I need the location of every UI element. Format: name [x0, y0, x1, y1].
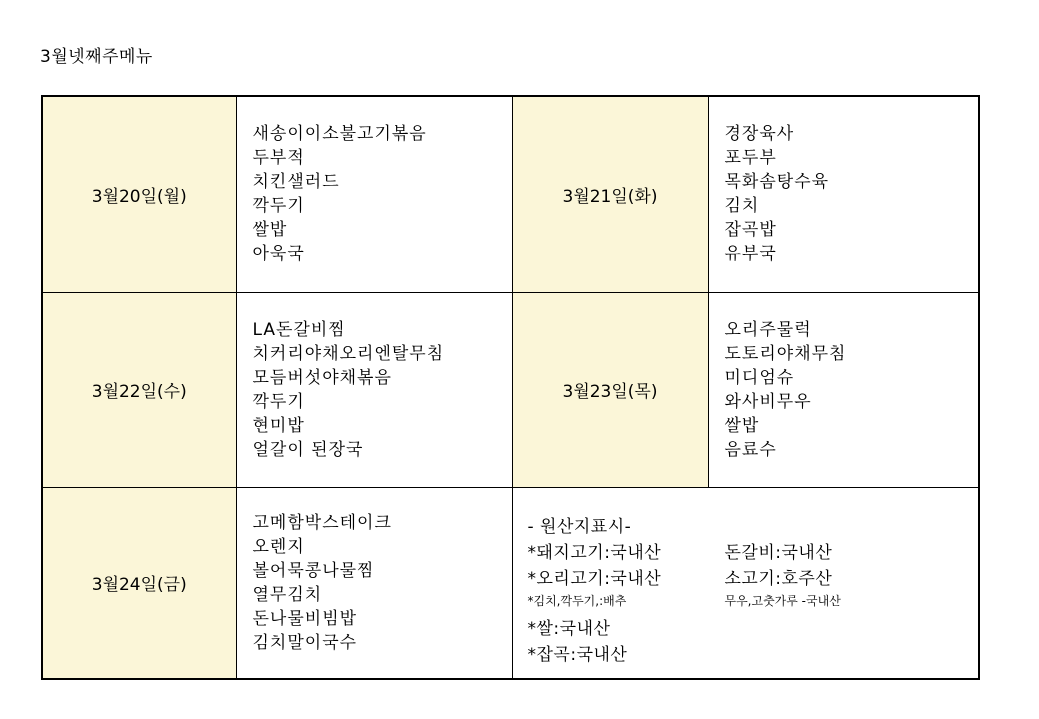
origin-kimchi: *김치,깍두기,:배추	[527, 593, 627, 608]
menu-item: 포두부	[724, 148, 777, 169]
menu-item: LA돈갈비찜	[252, 319, 346, 340]
day-label-thu: 3월23일(목)	[512, 292, 708, 487]
menu-item: 목화솜탕수육	[724, 172, 830, 193]
day-label-tue: 3월21일(화)	[512, 96, 708, 292]
menu-item: 쌀밥	[252, 220, 288, 241]
origin-pork-rib: 돈갈비:국내산	[724, 542, 833, 563]
origin-beef: 소고기:호주산	[724, 568, 833, 589]
menu-item: 김치	[724, 196, 760, 217]
menu-item: 와사비무우	[724, 391, 812, 412]
menu-item: 유부국	[724, 244, 777, 265]
table-row	[42, 487, 979, 679]
menu-item: 볼어묵콩나물찜	[252, 560, 375, 581]
menu-item: 잡곡밥	[724, 220, 777, 241]
menu-cell-thu	[708, 292, 979, 487]
menu-item: 쌀밥	[724, 415, 760, 436]
page-title: 3월넷째주메뉴	[40, 47, 153, 67]
menu-item: 현미밥	[252, 415, 305, 436]
menu-item: 아욱국	[252, 244, 305, 265]
origin-heading: - 원산지표시-	[527, 516, 632, 537]
origin-cell	[512, 487, 979, 679]
origin-notice	[528, 498, 979, 668]
table-row	[42, 292, 979, 487]
menu-item: 미디엄슈	[724, 367, 795, 388]
menu-item: 얼갈이 된장국	[252, 439, 364, 460]
origin-radish: 무우,고춧가루 -국내산	[724, 593, 841, 608]
menu-cell-mon	[236, 96, 512, 292]
menu-item: 깍두기	[252, 391, 305, 412]
origin-duck: *오리고기:국내산	[527, 568, 662, 589]
origin-pork: *돼지고기:국내산	[527, 542, 662, 563]
table-row	[42, 96, 979, 292]
day-label-mon: 3월20일(월)	[42, 96, 236, 292]
day-label-fri: 3월24일(금)	[42, 487, 236, 679]
menu-item: 두부적	[252, 148, 305, 169]
menu-item: 오렌지	[252, 536, 305, 557]
menu-item: 경장육사	[724, 124, 795, 145]
day-label-wed: 3월22일(수)	[42, 292, 236, 487]
menu-item: 오리주물럭	[724, 319, 812, 340]
origin-rice: *쌀:국내산	[527, 618, 611, 639]
menu-item: 치킨샐러드	[252, 172, 340, 193]
menu-item: 깍두기	[252, 196, 305, 217]
menu-cell-wed	[236, 292, 512, 487]
menu-cell-tue	[708, 96, 979, 292]
menu-item: 치커리야채오리엔탈무침	[252, 343, 445, 364]
menu-item: 돈나물비빔밥	[252, 608, 358, 629]
menu-table	[41, 95, 980, 680]
menu-cell-fri	[236, 487, 512, 679]
menu-item: 새송이이소불고기볶음	[252, 124, 427, 145]
menu-item: 김치말이국수	[252, 632, 358, 653]
menu-item: 고메함박스테이크	[252, 512, 392, 533]
origin-grain: *잡곡:국내산	[527, 644, 628, 665]
menu-item: 모듬버섯야채볶음	[252, 367, 392, 388]
menu-item: 음료수	[724, 439, 777, 460]
menu-item: 열무김치	[252, 584, 323, 605]
menu-item: 도토리야채무침	[724, 343, 847, 364]
